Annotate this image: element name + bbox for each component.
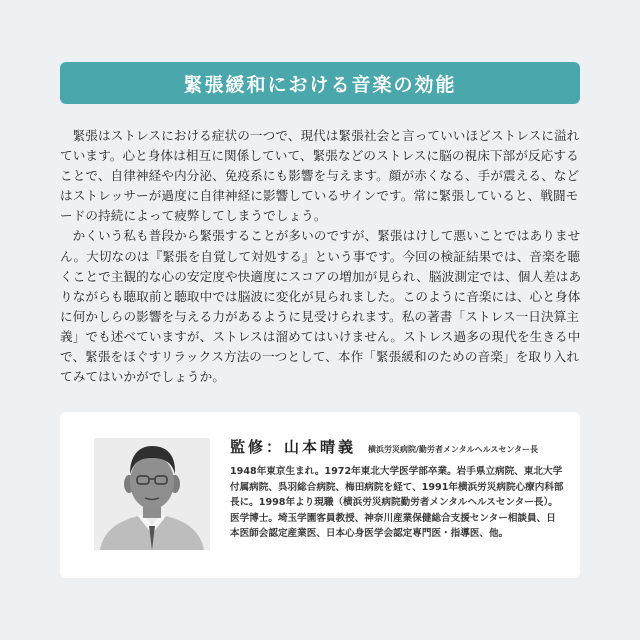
supervisor-bio: 1948年東京生まれ。1972年東北大学医学部卒業。岩手県立病院、東北大学付属病院、呉羽総合病院、梅田病院を経て、1991年横浜労災病院心療内科部長に。1998年より現職（横浜労災病院勤労者メンタルヘルスセンター長）。医学博士。埼玉学園客員教授、神奈川産業保健総合支援センター相談員、日本医師会認定産業医、日本心身医学会認定専門医・指導医、他。 xyxy=(230,466,564,540)
supervisor-name: 監修：山本晴義 xyxy=(230,438,357,456)
supervisor-affiliation: 横浜労災病院/勤労者メンタルヘルスセンター長 xyxy=(368,445,539,454)
supervisor-card xyxy=(60,412,580,578)
supervisor-portrait-photo xyxy=(94,438,210,550)
paragraph-1: 緊張はストレスにおける症状の一つで、現代は緊張社会と言っていいほどストレスに溢れています。心と身体は相互に関係していて、緊張などのストレスに脳の視床下部が反応することで、自律神経や内分泌、免疫系にも影響を与えます。顔が赤くなる、手が震える、などはストレッサーが過度に自律神経に影響しているサインです。常に緊張していると、戦闘モードの持続によって疲弊してしまうでしょう。 xyxy=(60,128,580,224)
title-banner xyxy=(60,62,580,104)
article-body xyxy=(60,126,582,387)
supervisor-header xyxy=(230,436,538,457)
paragraph-2: かくいう私も普段から緊張することが多いのですが、緊張はけして悪いことではありません。大切なのは『緊張を自覚して対処する』という事です。今回の検証結果では、音楽を聴くことで主観的な心の安定度や快適度にスコアの増加が見られ、脳波測定では、個人差はありながらも聴取前と聴取中では脳波に変化が見られました。このように音楽には、心と身体に何かしらの影響を与える力があるように見受けられます。私の著書「ストレス一日決算主義」でも述べていますが、ストレスは溜めてはいけません。ストレス過多の現代を生きる中で、緊張をほぐすリラックス方法の一つとして、本作「緊張緩和のための音楽」を取り入れてみてはいかがでしょうか。 xyxy=(60,228,582,385)
page-title: 緊張緩和における音楽の効能 xyxy=(183,73,457,96)
